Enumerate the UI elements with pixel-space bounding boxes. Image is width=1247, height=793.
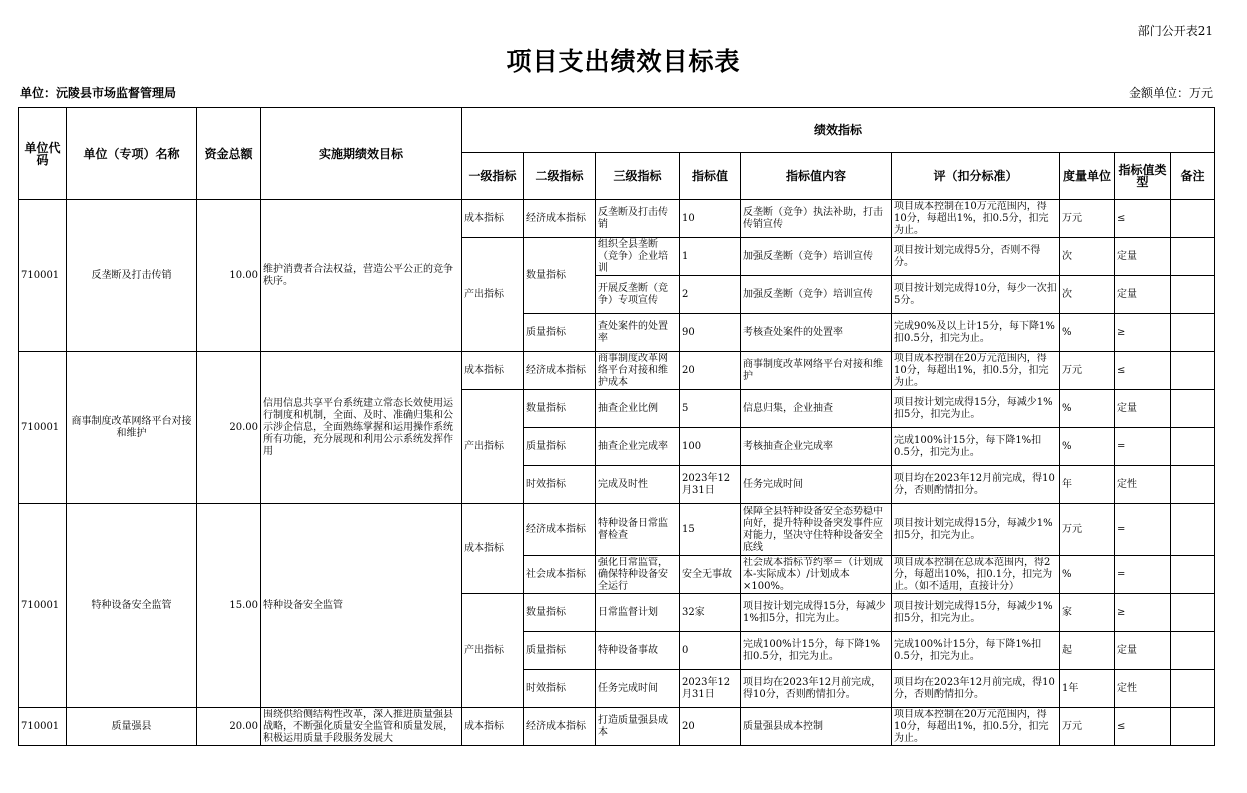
level2-cell: 经济成本指标 (524, 200, 596, 238)
level3-cell: 反垄断及打击传销 (596, 200, 680, 238)
level3-text: 强化日常监管，确保特种设备安全运行 (598, 556, 668, 592)
level2-cell: 质量指标 (524, 314, 596, 352)
value-cell: 32家 (680, 594, 741, 632)
value-cell: 15 (680, 504, 741, 556)
content-cell: 完成100%计15分，每下降1%扣0.5分，扣完为止。 (741, 632, 892, 670)
content-text: 社会成本指标节约率＝（计划成本-实际成本）/计划成本×100%。 (743, 556, 883, 592)
scoring-cell: 项目按计划完成得10分，每少一次扣5分。 (892, 276, 1060, 314)
note-cell (1171, 632, 1215, 670)
level3-text: 商事制度改革网络平台对接和维护成本 (598, 352, 668, 388)
content-cell (741, 556, 892, 594)
project-amount: 10.00 (197, 200, 261, 352)
project-name: 反垄断及打击传销 (67, 200, 197, 352)
value-cell: 2023年12月31日 (680, 670, 741, 708)
measure-cell: 万元 (1060, 708, 1115, 746)
scoring-cell: 完成90%及以上计15分，每下降1%扣0.5分，扣完为止。 (892, 314, 1060, 352)
header-level1: 一级指标 (462, 153, 524, 200)
content-cell (741, 504, 892, 556)
value-cell: 20 (680, 352, 741, 390)
content-cell: 加强反垄断（竞争）培训宣传 (741, 238, 892, 276)
level2-cell: 经济成本指标 (524, 504, 596, 556)
note-cell (1171, 200, 1215, 238)
level2-cell: 时效指标 (524, 670, 596, 708)
level3-cell (596, 556, 680, 594)
vtype-cell: ≤ (1115, 708, 1171, 746)
level3-cell: 抽查企业完成率 (596, 428, 680, 466)
project-amount: 20.00 (197, 708, 261, 746)
scoring-text: 项目成本控制在20万元范围内，得10分，每超出1%，扣0.5分，扣完为止。 (894, 708, 1049, 744)
vtype-cell: = (1115, 556, 1171, 594)
note-cell (1171, 670, 1215, 708)
header-indicators: 绩效指标 (462, 108, 1215, 153)
value-cell: 20 (680, 708, 741, 746)
measure-cell: % (1060, 390, 1115, 428)
vtype-cell: 定性 (1115, 466, 1171, 504)
note-cell (1171, 314, 1215, 352)
vtype-cell: ≥ (1115, 594, 1171, 632)
scoring-cell: 项目按计划完成得5分，否则不得分。 (892, 238, 1060, 276)
project-name: 质量强县 (67, 708, 197, 746)
level1-cell: 成本指标 (462, 708, 524, 746)
value-cell: 5 (680, 390, 741, 428)
header-note: 备注 (1171, 153, 1215, 200)
scoring-cell: 项目按计划完成得15分，每减少1%扣5分，扣完为止。 (892, 504, 1060, 556)
level3-cell: 日常监督计划 (596, 594, 680, 632)
vtype-cell: = (1115, 428, 1171, 466)
level3-cell: 打造质量强县成本 (596, 708, 680, 746)
note-cell (1171, 276, 1215, 314)
measure-cell: 起 (1060, 632, 1115, 670)
note-cell (1171, 238, 1215, 276)
content-cell: 信息归集，企业抽查 (741, 390, 892, 428)
project-goal: 信用信息共享平台系统建立常态长效使用运行制度和机制，全面、及时、准确归集和公示涉企信息，全面熟练掌握和运用操作系统所有功能，充分展现和利用公示系统发挥作用 (261, 352, 462, 504)
note-cell (1171, 556, 1215, 594)
project-code: 710001 (19, 504, 67, 708)
scoring-text: 项目成本控制在总成本范围内，得2分，每超出10%，扣0.1分，扣完为止。（如不适用，直接计分） (894, 556, 1053, 592)
header-name: 单位（专项）名称 (67, 108, 197, 200)
level1-cell: 产出指标 (462, 390, 524, 504)
value-cell: 10 (680, 200, 741, 238)
header-amount: 资金总额 (197, 108, 261, 200)
level1-cell: 产出指标 (462, 238, 524, 352)
money-unit-label: 金额单位：万元 (1128, 86, 1213, 100)
content-cell: 任务完成时间 (741, 466, 892, 504)
value-cell: 90 (680, 314, 741, 352)
level3-cell: 特种设备日常监督检查 (596, 504, 680, 556)
header-code: 单位代码 (19, 108, 67, 200)
level2-cell: 经济成本指标 (524, 352, 596, 390)
page-title: 项目支出绩效目标表 (506, 47, 741, 76)
note-cell (1171, 390, 1215, 428)
header-vtype: 指标值类型 (1115, 153, 1171, 200)
level2-cell: 质量指标 (524, 428, 596, 466)
vtype-cell: ≤ (1115, 352, 1171, 390)
measure-cell: 万元 (1060, 200, 1115, 238)
level3-cell: 组织全县垄断（竞争）企业培训 (596, 238, 680, 276)
scoring-cell: 项目按计划完成得15分，每减少1%扣5分，扣完为止。 (892, 594, 1060, 632)
project-goal (261, 708, 462, 746)
value-cell: 安全无事故 (680, 556, 741, 594)
vtype-cell: 定量 (1115, 238, 1171, 276)
note-cell (1171, 466, 1215, 504)
header-level2: 二级指标 (524, 153, 596, 200)
level2-cell: 数量指标 (524, 238, 596, 314)
value-cell: 100 (680, 428, 741, 466)
scoring-cell: 项目均在2023年12月前完成，得10分，否则酌情扣分。 (892, 670, 1060, 708)
header-scoring: 评（扣分标准） (892, 153, 1060, 200)
level2-cell: 社会成本指标 (524, 556, 596, 594)
level3-cell: 特种设备事故 (596, 632, 680, 670)
scoring-cell (892, 200, 1060, 238)
content-cell: 加强反垄断（竞争）培训宣传 (741, 276, 892, 314)
vtype-cell: ≥ (1115, 314, 1171, 352)
measure-cell: 1年 (1060, 670, 1115, 708)
scoring-cell: 项目均在2023年12月前完成，得10分，否则酌情扣分。 (892, 466, 1060, 504)
scoring-cell (892, 352, 1060, 390)
goal-text: 围绕供给侧结构性改革，深入推进质量强县战略，不断强化质量安全监管和质量发展，积极运用质量手段服务发展大 (263, 708, 453, 744)
content-text: 保障全县特种设备安全态势稳中向好，提升特种设备突发事件应对能力，坚决守住特种设备安全底线 (743, 505, 883, 553)
measure-cell: % (1060, 428, 1115, 466)
header-content: 指标值内容 (741, 153, 892, 200)
measure-cell: 次 (1060, 238, 1115, 276)
project-code: 710001 (19, 708, 67, 746)
project-name: 特种设备安全监管 (67, 504, 197, 708)
level2-cell: 经济成本指标 (524, 708, 596, 746)
measure-cell: 年 (1060, 466, 1115, 504)
measure-cell: % (1060, 556, 1115, 594)
performance-table (18, 107, 1215, 746)
level1-cell: 产出指标 (462, 594, 524, 708)
value-cell: 0 (680, 632, 741, 670)
level3-cell: 任务完成时间 (596, 670, 680, 708)
note-cell (1171, 352, 1215, 390)
unit-label: 单位：沅陵县市场监督管理局 (20, 86, 177, 100)
note-cell (1171, 504, 1215, 556)
project-amount: 20.00 (197, 352, 261, 504)
measure-cell: 万元 (1060, 504, 1115, 556)
level2-cell: 时效指标 (524, 466, 596, 504)
project-name: 商事制度改革网络平台对接和维护 (67, 352, 197, 504)
level3-cell (596, 352, 680, 390)
header-goal: 实施期绩效目标 (261, 108, 462, 200)
level3-cell: 完成及时性 (596, 466, 680, 504)
content-cell: 项目按计划完成得15分，每减少1%扣5分，扣完为止。 (741, 594, 892, 632)
scoring-cell (892, 708, 1060, 746)
scoring-text: 项目成本控制在10万元范围内，得10分，每超出1%，扣0.5分，扣完为止。 (894, 200, 1049, 236)
project-code: 710001 (19, 352, 67, 504)
vtype-cell: 定性 (1115, 670, 1171, 708)
vtype-cell: 定量 (1115, 390, 1171, 428)
project-goal: 特种设备安全监管 (261, 504, 462, 708)
note-cell (1171, 708, 1215, 746)
value-cell: 2 (680, 276, 741, 314)
header-measure: 度量单位 (1060, 153, 1115, 200)
vtype-cell: ≤ (1115, 200, 1171, 238)
vtype-cell: = (1115, 504, 1171, 556)
note-cell (1171, 428, 1215, 466)
level2-cell: 数量指标 (524, 594, 596, 632)
vtype-cell: 定量 (1115, 632, 1171, 670)
level3-cell: 开展反垄断（竞争）专项宣传 (596, 276, 680, 314)
measure-cell: 万元 (1060, 352, 1115, 390)
measure-cell: % (1060, 314, 1115, 352)
level1-cell: 成本指标 (462, 504, 524, 594)
header-level3: 三级指标 (596, 153, 680, 200)
scoring-cell: 完成100%计15分，每下降1%扣0.5分，扣完为止。 (892, 632, 1060, 670)
content-cell: 项目均在2023年12月前完成，得10分，否则酌情扣分。 (741, 670, 892, 708)
note-cell (1171, 594, 1215, 632)
content-cell: 反垄断（竞争）执法补助，打击传销宣传 (741, 200, 892, 238)
content-cell: 质量强县成本控制 (741, 708, 892, 746)
level2-cell: 质量指标 (524, 632, 596, 670)
value-cell: 2023年12月31日 (680, 466, 741, 504)
vtype-cell: 定量 (1115, 276, 1171, 314)
table-number-label: 部门公开表21 (1137, 24, 1213, 38)
level3-cell: 查处案件的处置率 (596, 314, 680, 352)
content-cell: 考核查处案件的处置率 (741, 314, 892, 352)
measure-cell: 次 (1060, 276, 1115, 314)
level3-cell: 抽查企业比例 (596, 390, 680, 428)
level2-cell: 数量指标 (524, 390, 596, 428)
project-amount: 15.00 (197, 504, 261, 708)
content-cell: 商事制度改革网络平台对接和维护 (741, 352, 892, 390)
project-goal: 维护消费者合法权益，营造公平公正的竞争秩序。 (261, 200, 462, 352)
measure-cell: 家 (1060, 594, 1115, 632)
project-code: 710001 (19, 200, 67, 352)
scoring-cell: 完成100%计15分，每下降1%扣0.5分，扣完为止。 (892, 428, 1060, 466)
scoring-text: 项目成本控制在20万元范围内，得10分，每超出1%，扣0.5分，扣完为止。 (894, 352, 1049, 388)
scoring-cell: 项目按计划完成得15分，每减少1%扣5分，扣完为止。 (892, 390, 1060, 428)
level1-cell: 成本指标 (462, 200, 524, 238)
content-cell: 考核抽查企业完成率 (741, 428, 892, 466)
level1-cell: 成本指标 (462, 352, 524, 390)
scoring-cell (892, 556, 1060, 594)
header-value: 指标值 (680, 153, 741, 200)
value-cell: 1 (680, 238, 741, 276)
